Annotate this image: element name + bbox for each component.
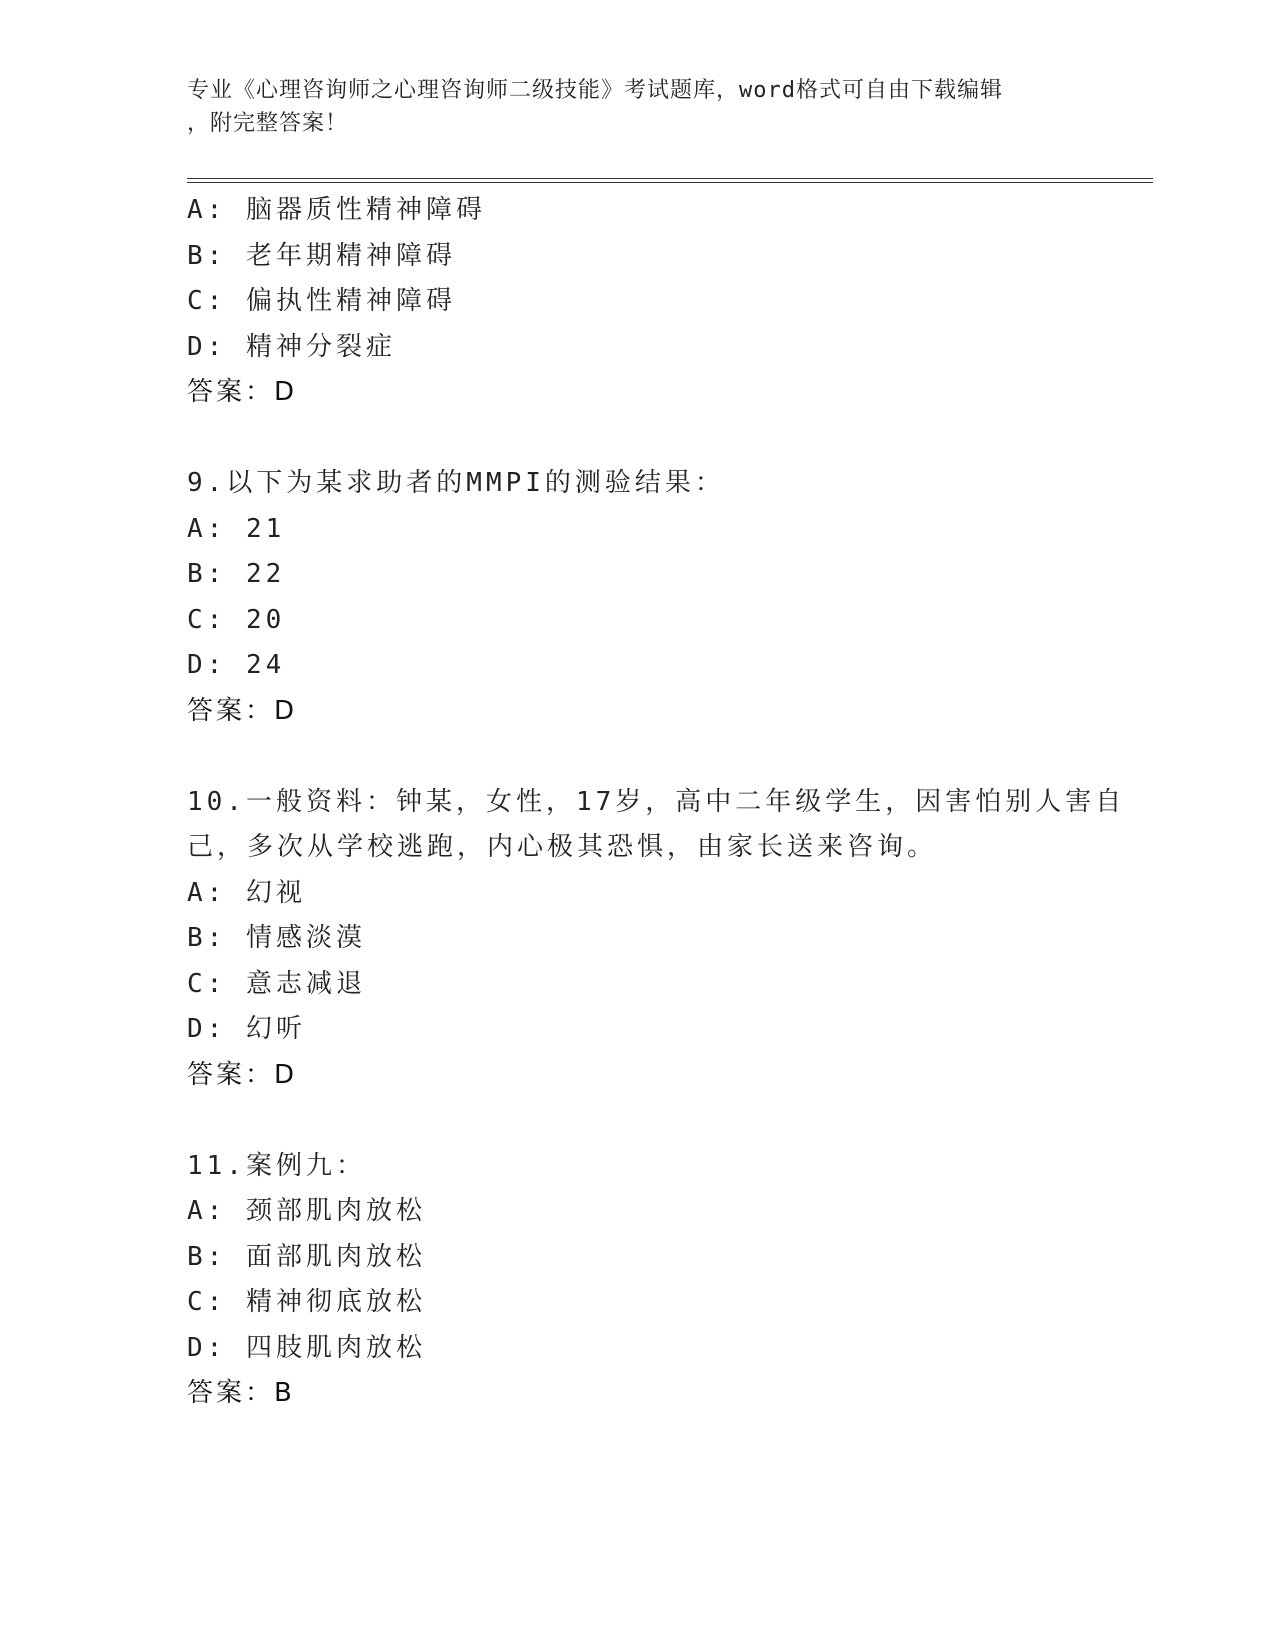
answer-value: D — [274, 1059, 298, 1090]
option-d: D: 精神分裂症 — [187, 331, 396, 362]
option-c: C: 偏执性精神障碍 — [187, 286, 456, 316]
document-header — [187, 74, 1067, 140]
option-d: D: 四肢肌肉放松 — [187, 1332, 426, 1363]
option-c: C: 精神彻底放松 — [187, 1287, 426, 1317]
option-a: A: 幻视 — [187, 877, 306, 908]
question-10 — [187, 780, 1147, 1099]
option-b: B: 22 — [187, 559, 286, 589]
answer-value: D — [274, 695, 298, 726]
question-9 — [187, 461, 1147, 734]
question-stem-line-2: 己，多次从学校逃跑，内心极其恐惧，由家长送来咨询。 — [187, 832, 938, 862]
option-a: A: 21 — [187, 513, 286, 544]
option-d: D: 24 — [187, 650, 286, 680]
option-c: C: 20 — [187, 604, 286, 635]
answer-label: 答案： — [187, 1059, 275, 1090]
option-a: A: 脑器质性精神障碍 — [187, 195, 486, 225]
option-d: D: 幻听 — [187, 1014, 306, 1044]
header-line-2: ，附完整答案！ — [187, 111, 349, 136]
answer-label: 答案： — [187, 695, 275, 726]
question-11 — [187, 1144, 1147, 1417]
answer-line — [187, 689, 1147, 735]
question-8 — [187, 188, 1147, 416]
answer-value: D — [274, 377, 298, 407]
question-stem-line-1: 10.一般资料：钟某，女性，17岁，高中二年级学生，因害怕别人害自 — [187, 786, 1126, 817]
answer-line — [187, 1053, 1147, 1099]
answer-label: 答案： — [187, 377, 275, 407]
option-b: B: 情感淡漠 — [187, 923, 366, 953]
question-stem: 11.案例九： — [187, 1150, 366, 1181]
option-b: B: 面部肌肉放松 — [187, 1241, 426, 1272]
question-list — [187, 188, 1147, 1417]
question-stem: 9.以下为某求助者的MMPI的测验结果： — [187, 468, 725, 498]
answer-label: 答案： — [187, 1378, 275, 1408]
header-divider-bottom — [187, 182, 1153, 183]
answer-value: B — [274, 1378, 295, 1408]
option-b: B: 老年期精神障碍 — [187, 240, 456, 271]
answer-line — [187, 370, 1147, 416]
option-a: A: 颈部肌肉放松 — [187, 1196, 426, 1226]
answer-line — [187, 1371, 1147, 1417]
option-c: C: 意志减退 — [187, 968, 366, 999]
header-line-1: 专业《心理咨询师之心理咨询师二级技能》考试题库，word格式可自由下载编辑 — [187, 78, 1003, 103]
header-divider-top — [187, 178, 1153, 179]
